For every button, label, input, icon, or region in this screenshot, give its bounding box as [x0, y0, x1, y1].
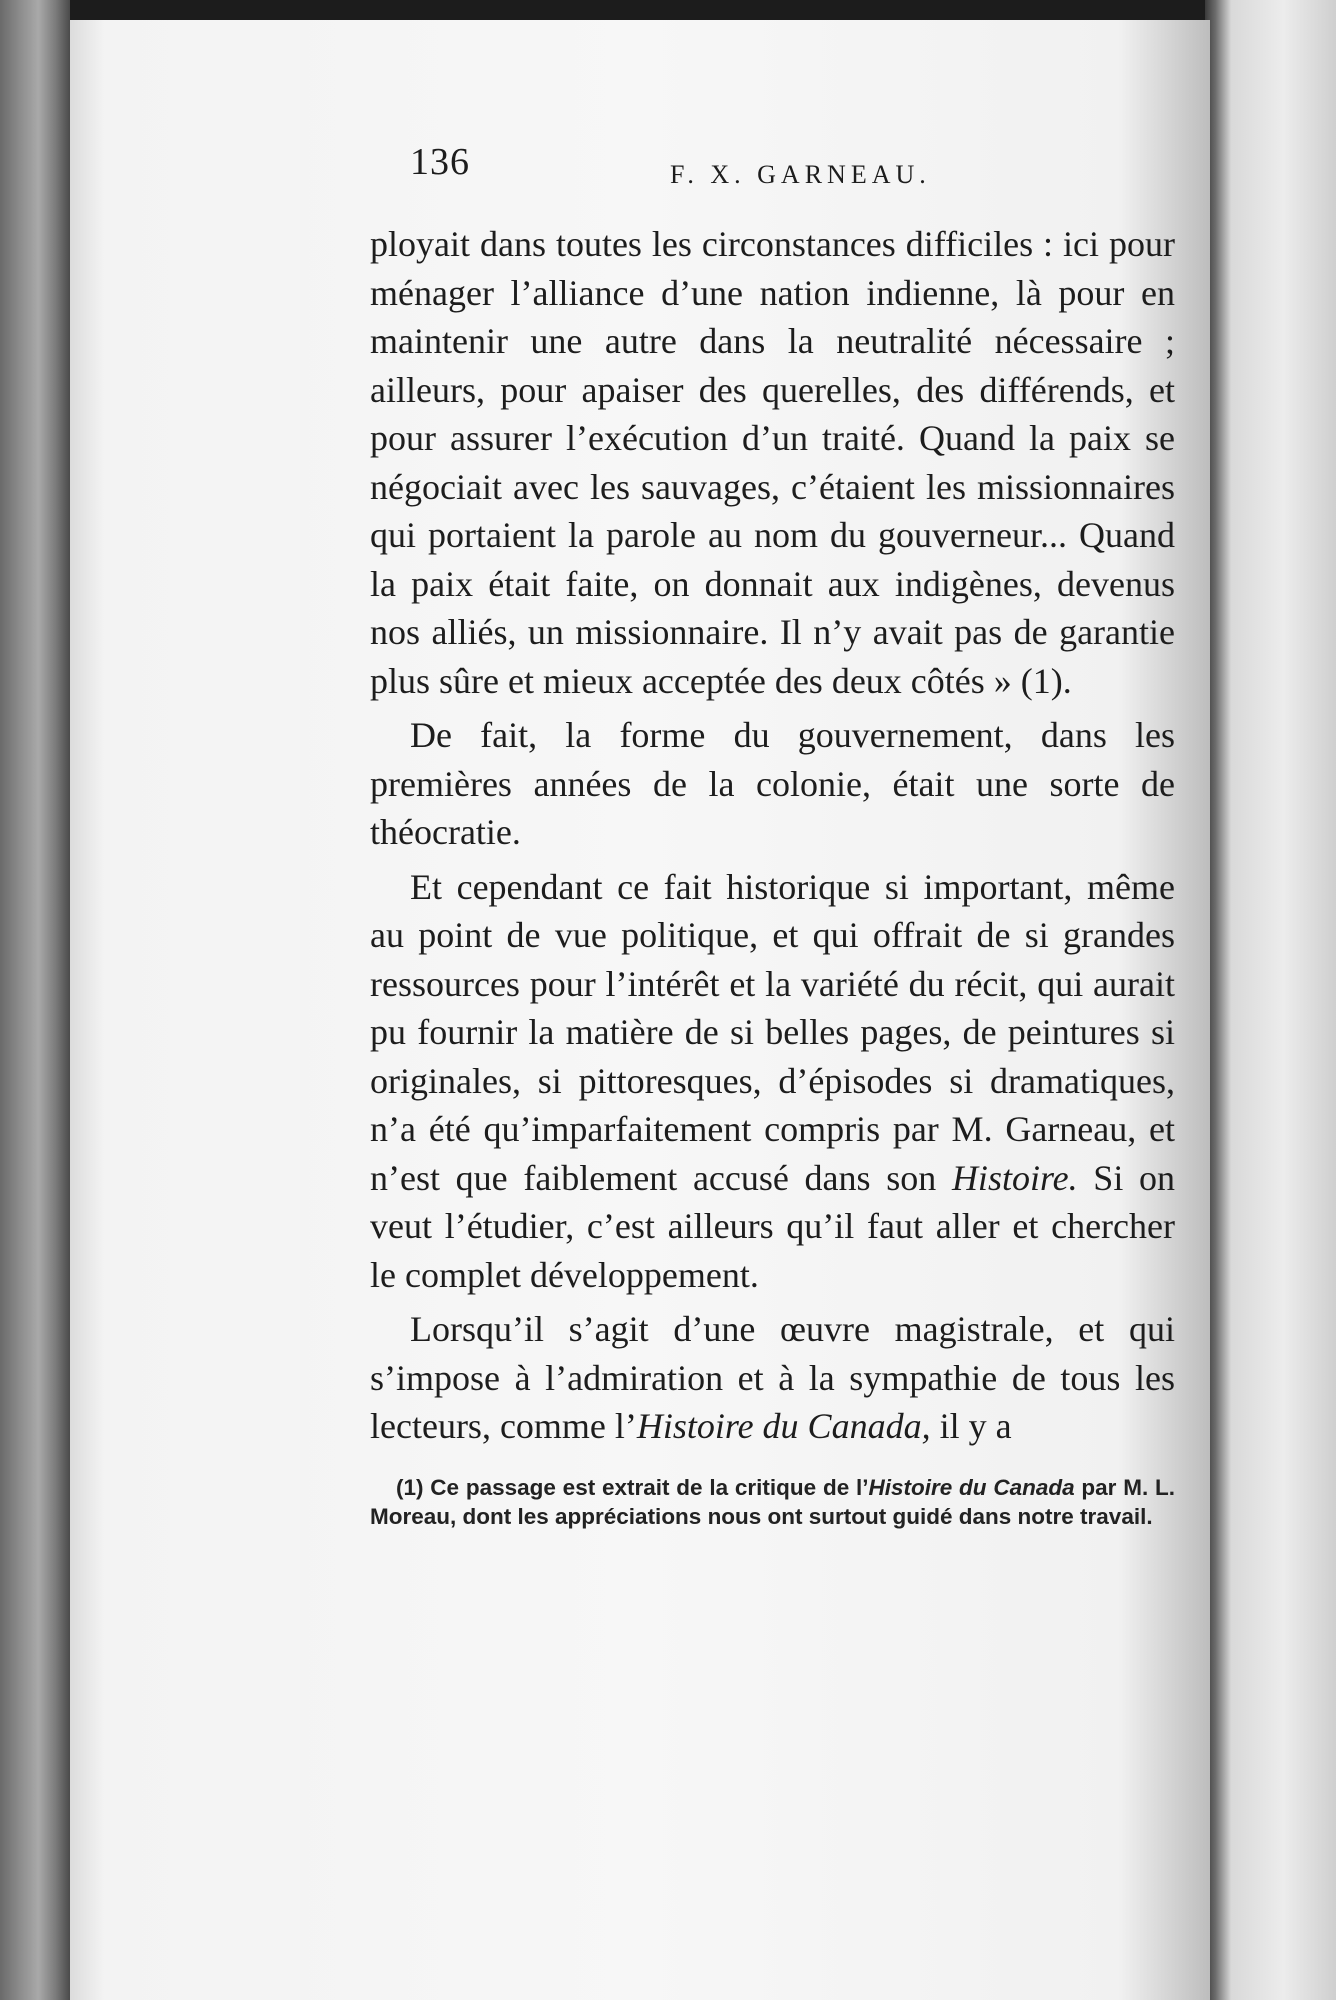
paragraph-3-text-b: Si on veut l’étudier, c’est ailleurs qu’il faut aller et chercher le complet développement.: [370, 1157, 1176, 1295]
paragraph-3-text-a: Et cependant ce fait historique si important, même au point de vue politique, et qui offrait de si grandes ressources pour l’intérêt et la variété du récit, qui aurait pu fournir la matière de si belles pages, de peintures si originales, si pittoresques, d’épisodes si dramatiques, n’a été qu’imparfaitement compris par M. Garneau, et n’est que faiblement accusé dans son: [370, 866, 1175, 1198]
scan-top-border: [0, 0, 1336, 22]
footnote: [370, 1473, 1175, 1531]
paragraph-3-italic-title: Histoire.: [951, 1157, 1078, 1198]
paragraph-3: [370, 863, 1175, 1300]
paragraph-2: De fait, la forme du gouvernement, dans les premières années de la colonie, était une sorte de théocratie.: [370, 715, 1175, 852]
text-block: [370, 140, 1175, 1531]
paragraph-4-text-b: il y a: [930, 1406, 1012, 1446]
body-text: [370, 220, 1175, 1451]
paragraph-4-italic-title: Histoire du Canada,: [636, 1406, 931, 1446]
footnote-text-b: par M. L. Moreau, dont les appréciations nous ont surtout guidé dans notre travail.: [370, 1474, 1175, 1529]
book-edge-left: [0, 0, 70, 2000]
paragraph-4: [370, 1305, 1175, 1451]
book-edge-right: [1205, 0, 1336, 2000]
running-title: F. X. GARNEAU.: [670, 160, 931, 189]
book-page: [70, 20, 1210, 2000]
footnote-text-a: (1) Ce passage est extrait de la critique de l’: [396, 1474, 869, 1500]
paragraph-1: ployait dans toutes les circonstances difficiles : ici pour ménager l’alliance d’une nation indienne, là pour en maintenir une autre dans la neutralité nécessaire ; ailleurs, pour apaiser des querelles, des différends, et pour assurer l’exécution d’un traité. Quand la paix se négociait avec les sauvages, c’étaient les missionnaires qui portaient la parole au nom du gouverneur... Quand la paix était faite, on donnait aux indigènes, devenus nos alliés, un missionnaire. Il n’y avait pas de garantie plus sûre et mieux acceptée des deux côtés » (1).: [370, 224, 1175, 701]
page-number: 136: [410, 141, 470, 183]
running-head: [370, 140, 1175, 220]
paragraph-4-text-a: Lorsqu’il s’agit d’une œuvre magistrale, et qui s’impose à l’admiration et à la sympathie de tous les lecteurs, comme l’: [370, 1309, 1175, 1446]
footnote-italic-title: Histoire du Canada: [868, 1474, 1075, 1500]
